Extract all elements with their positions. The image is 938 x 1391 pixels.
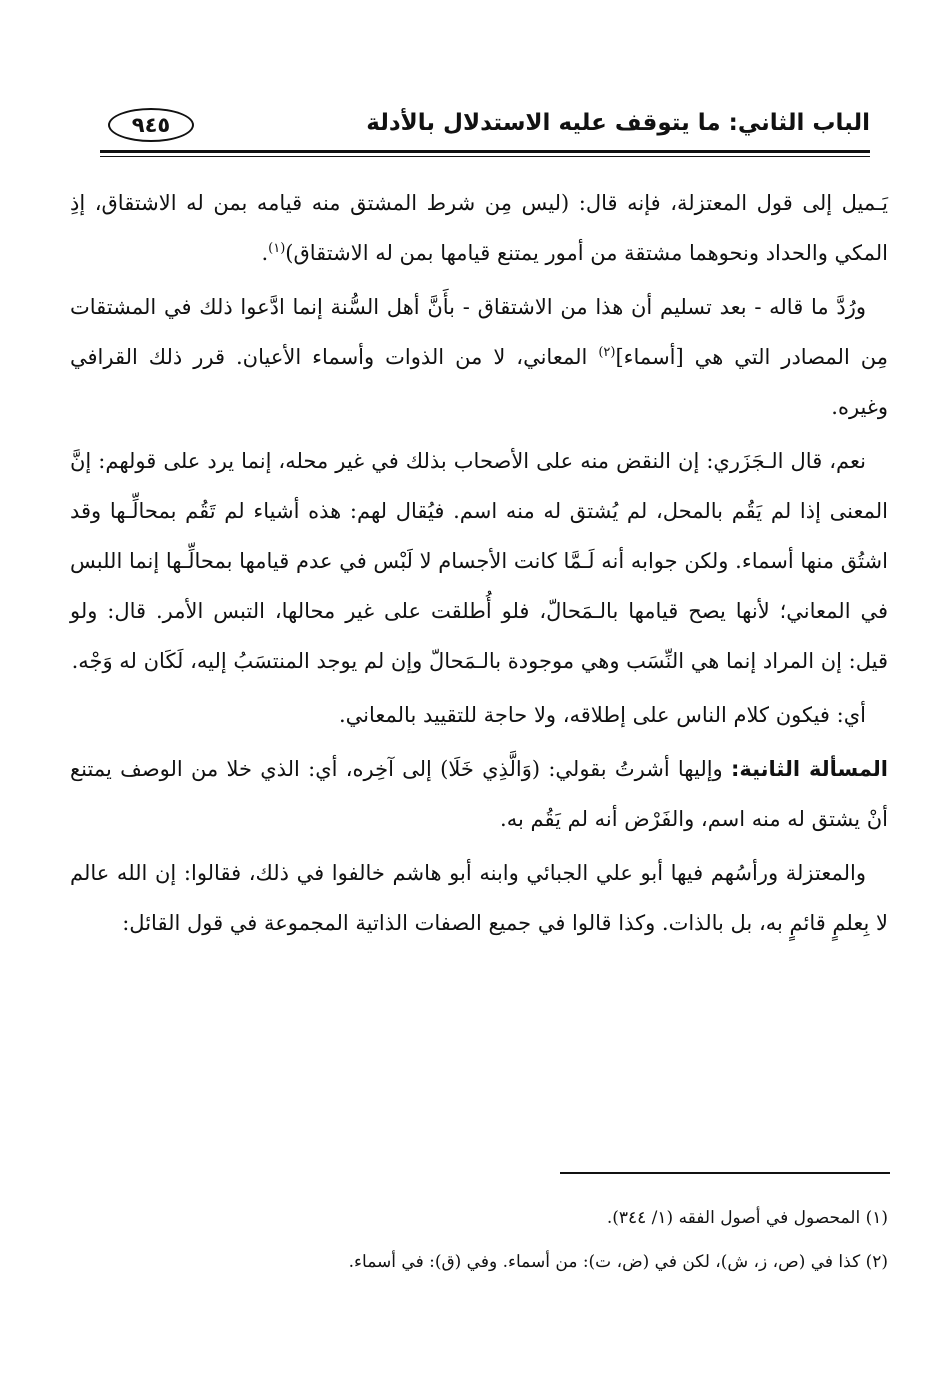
paragraph-4: أي: فيكون كلام الناس على إطلاقه، ولا حاجة للتقييد بالمعاني. <box>338 703 866 727</box>
main-text <box>70 178 888 952</box>
footnote-rule <box>560 1172 890 1174</box>
running-header <box>100 102 870 156</box>
footnote-1: (١) المحصول في أصول الفقه (١/ ٣٤٤). <box>606 1208 888 1228</box>
paragraph-5-text: وإليها أشرتُ بقولي: (وَالَّذِي خَلَا) إلى آخِره، أي: الذي خلا من الوصف يمتنع أنْ يشتق له منه اسم، والفَرْض أنه لم يَقُم به. <box>70 757 888 831</box>
paragraph-2-text-a: ورُدَّ ما قاله - بعد تسليم أن هذا من الاشتقاق - بأَنَّ أهل السُّنة إنما ادَّعوا ذلك في المشتقات مِن المصادر التي هي [أسماء] <box>70 295 889 369</box>
footnotes <box>70 1196 888 1284</box>
header-rule-thick <box>100 150 870 153</box>
paragraph-1-text: يَـميل إلى قول المعتزلة، فإنه قال: (ليس مِن شرط المشتق منه قيامه بمن له الاشتقاق، إذِ المكي والحداد ونحوهما مشتقة من أمور يمتنع قيامها بمن له الاشتقاق) <box>70 191 888 265</box>
paragraph-1-end: . <box>261 241 269 265</box>
page-number: ٩٤٥ <box>108 108 194 142</box>
section-heading: المسألة الثانية: <box>730 757 889 781</box>
paragraph-5 <box>70 744 888 844</box>
footnote-ref-1: (١) <box>268 241 286 256</box>
paragraph-6: والمعتزلة ورأسُهم فيها أبو علي الجبائي وابنه أبو هاشم خالفوا في ذلك، فقالوا: إن الله عالم لا بِعلمٍ قائمٍ به، بل بالذات. وكذا قالوا في جميع الصفات الذاتية المجموعة في قول القائل: <box>70 861 888 935</box>
paragraph-2-text-b: المعاني، لا من الذوات وأسماء الأعيان. قرر ذلك القرافي وغيره. <box>70 345 888 419</box>
header-rule-thin <box>100 156 870 157</box>
footnote-ref-2: (٢) <box>598 345 616 360</box>
chapter-title: الباب الثاني: ما يتوقف عليه الاستدلال بالأدلة <box>366 110 870 136</box>
footnote-2: (٢) كذا في (ص، ز، ش)، لكن في (ض، ت): من أسماء. وفي (ق): في أسماء. <box>348 1252 888 1272</box>
paragraph-3: نعم، قال الـجَزَري: إن النقض منه على الأصحاب بذلك في غير محله، إنما يرد على قولهم: إنَّ المعنى إذا لم يَقُم بالمحل، لم يُشتق له منه اسم. فيُقال لهم: هذه أشياء لم تَقُم بمحالِّـها وقد اشتُق منها أسماء. ولكن جوابه أنه لَـمَّا كانت الأجسام لا لَبْس في عدم قيامها بمحالِّـها إنما اللبس في المعاني؛ لأنها يصح قيامها بالـمَحالّ، فلو أُطلقت على غير محالها، التبس الأمر. قال: ولو قيل: إن المراد إنما هي النِّسَب وهي موجودة بالـمَحالّ وإن لم يوجد المنتسَبُ إليه، لَكَان له وَجْه. <box>70 449 888 673</box>
paragraph-1 <box>70 178 888 278</box>
paragraph-2 <box>70 282 888 432</box>
